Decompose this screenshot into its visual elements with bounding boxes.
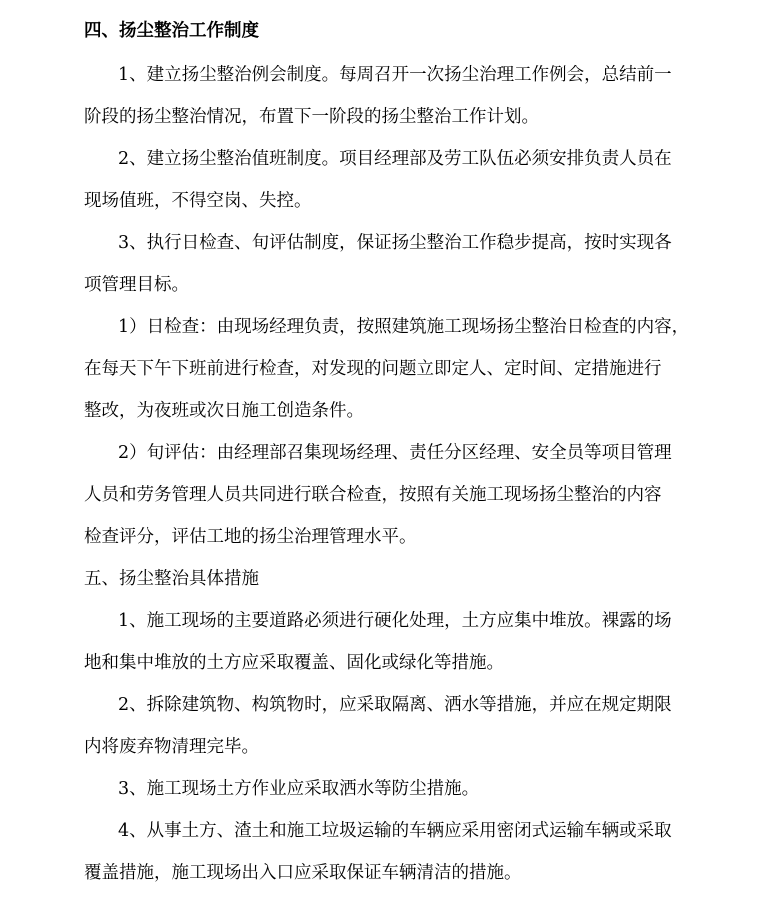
section-5-heading: 五、扬尘整治具体措施 — [84, 569, 259, 589]
section-5-item-1-line-2: 地和集中堆放的土方应采取覆盖、固化或绿化等措施。 — [84, 653, 504, 673]
section-5-item-1-line-1: 1、施工现场的主要道路必须进行硬化处理，土方应集中堆放。裸露的场 — [118, 611, 672, 631]
section-4-subitem-1-line-1: 1）日检查：由现场经理负责，按照建筑施工现场扬尘整治日检查的内容， — [118, 317, 690, 337]
section-5-item-4-line-1: 4、从事土方、渣土和施工垃圾运输的车辆应采用密闭式运输车辆或采取 — [118, 821, 672, 841]
section-4-item-2-line-2: 现场值班，不得空岗、失控。 — [84, 191, 312, 211]
section-4-item-1-line-2: 阶段的扬尘整治情况，布置下一阶段的扬尘整治工作计划。 — [84, 107, 539, 127]
section-5-item-2-line-2: 内将废弃物清理完毕。 — [84, 737, 259, 757]
section-5-item-2-line-1: 2、拆除建筑物、构筑物时，应采取隔离、洒水等措施，并应在规定期限 — [118, 695, 672, 715]
section-4-subitem-1-line-2: 在每天下午下班前进行检查，对发现的问题立即定人、定时间、定措施进行 — [84, 359, 662, 379]
section-5-item-4-line-2: 覆盖措施，施工现场出入口应采取保证车辆清洁的措施。 — [84, 863, 522, 883]
section-4-item-3-line-1: 3、执行日检查、旬评估制度，保证扬尘整治工作稳步提高，按时实现各 — [118, 233, 672, 253]
section-4-subitem-2-line-3: 检查评分，评估工地的扬尘治理管理水平。 — [84, 527, 417, 547]
section-4-subitem-2-line-1: 2）旬评估：由经理部召集现场经理、责任分区经理、安全员等项目管理 — [118, 443, 672, 463]
section-4-heading: 四、扬尘整治工作制度 — [84, 21, 259, 41]
section-4-subitem-2-line-2: 人员和劳务管理人员共同进行联合检查，按照有关施工现场扬尘整治的内容 — [84, 485, 662, 505]
section-4-item-3-line-2: 项管理目标。 — [84, 275, 189, 295]
section-4-item-1-line-1: 1、建立扬尘整治例会制度。每周召开一次扬尘治理工作例会，总结前一 — [118, 65, 672, 85]
section-5-item-3-line-1: 3、施工现场土方作业应采取洒水等防尘措施。 — [118, 779, 480, 799]
section-4-subitem-1-line-3: 整改，为夜班或次日施工创造条件。 — [84, 401, 364, 421]
section-4-item-2-line-1: 2、建立扬尘整治值班制度。项目经理部及劳工队伍必须安排负责人员在 — [118, 149, 672, 169]
